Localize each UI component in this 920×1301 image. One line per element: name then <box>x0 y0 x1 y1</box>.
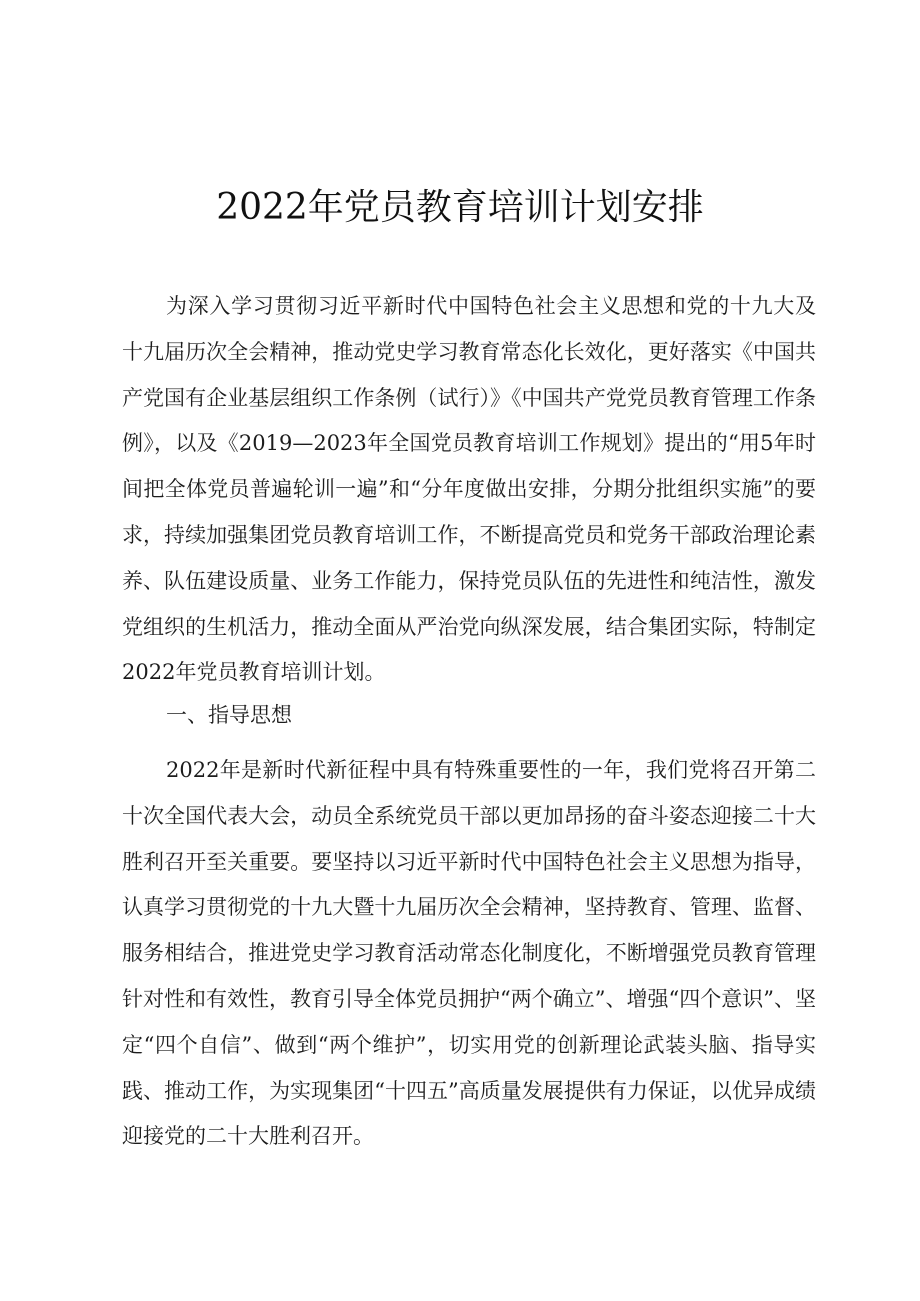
section-heading-guiding-ideology: 一、指导思想 <box>166 703 292 727</box>
intro-paragraph: 为深入学习贯彻习近平新时代中国特色社会主义思想和党的十九大及十九届历次全会精神，推动党史学习教育常态化长效化，更好落实《中国共产党国有企业基层组织工作条例（试行）》《中国共产党党员教育管理工作条例》，以及《2019—2023年全国党员教育培训工作规划》提出的“用5年时间把全体党员普遍轮训一遍”和“分年度做出安排，分期分批组织实施”的要求，持续加强集团党员教育培训工作，不断提高党员和党务干部政治理论素养、队伍建设质量、业务工作能力，保持党员队伍的先进性和纯洁性，激发党组织的生机活力，推动全面从严治党向纵深发展，结合集团实际，特制定2022年党员教育培训计划。 <box>122 294 816 685</box>
document-title: 2022年党员教育培训计划安排 <box>216 187 704 228</box>
guiding-ideology-paragraph: 2022年是新时代新征程中具有特殊重要性的一年，我们党将召开第二十次全国代表大会，动员全系统党员干部以更加昂扬的奋斗姿态迎接二十大胜利召开至关重要。要坚持以习近平新时代中国特色社会主义思想为指导，认真学习贯彻党的十九大暨十九届历次全会精神，坚持教育、管理、监督、服务相结合，推进党史学习教育活动常态化制度化，不断增强党员教育管理针对性和有效性，教育引导全体党员拥护“两个确立”、增强“四个意识”、坚定“四个自信”、做到“两个维护”，切实用党的创新理论武装头脑、指导实践、推动工作，为实现集团“十四五”高质量发展提供有力保证，以优异成绩迎接党的二十大胜利召开。 <box>122 758 816 1149</box>
